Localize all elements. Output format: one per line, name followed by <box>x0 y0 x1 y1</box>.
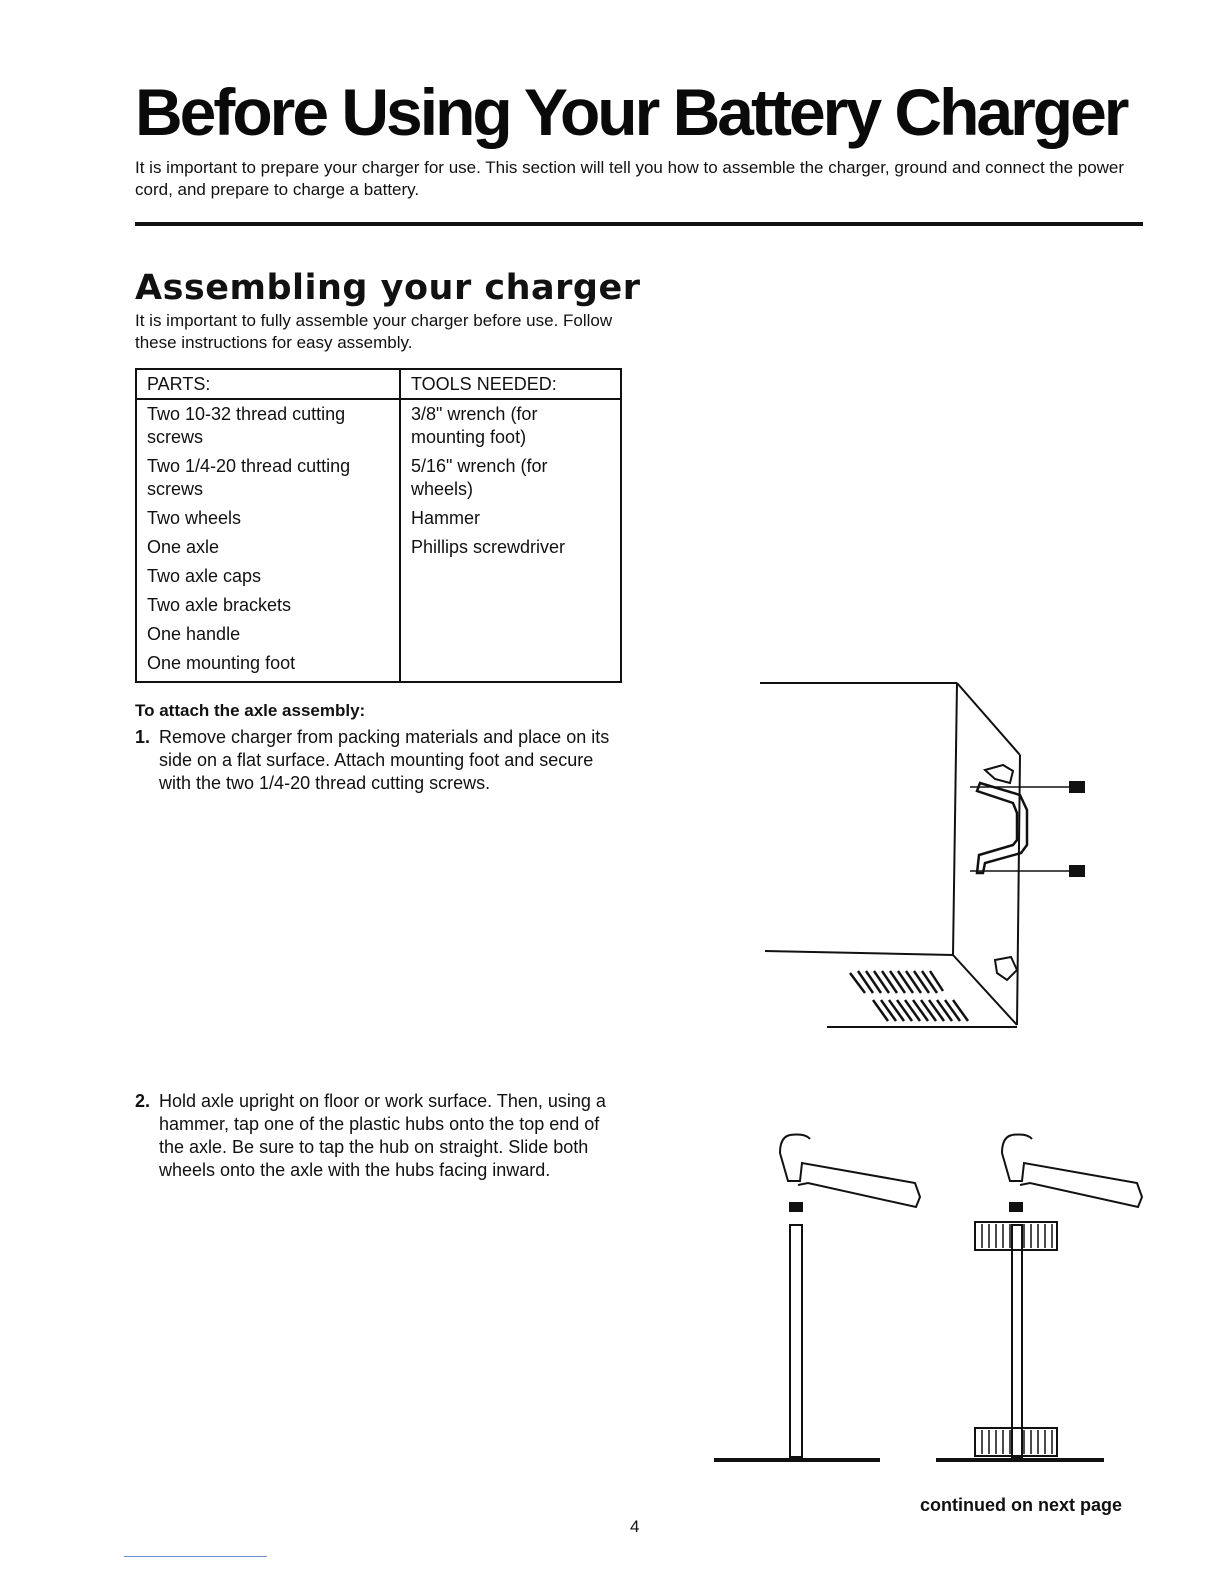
list-item: 3/8" wrench (for mounting foot) <box>411 404 538 447</box>
tools-header: TOOLS NEEDED: <box>400 369 621 399</box>
step-text: Remove charger from packing materials and place on its side on a flat surface. Attach mounting foot and secure with the two 1/4-20 thread cutting screws. <box>159 727 610 793</box>
parts-list <box>136 399 400 682</box>
step-number: 2. <box>135 1091 151 1111</box>
list-item: 5/16" wrench (for wheels) <box>411 456 548 499</box>
section-divider <box>135 222 1143 226</box>
page-title: Before Using Your Battery Charger <box>135 75 1127 149</box>
parts-header: PARTS: <box>136 369 400 399</box>
list-item: Phillips screwdriver <box>411 537 566 557</box>
list-item: Hammer <box>411 508 481 528</box>
list-item: Two axle brackets <box>147 595 292 615</box>
steps-heading: To attach the axle assembly: <box>135 701 366 720</box>
list-item: Two 1/4-20 thread cutting screws <box>147 456 351 499</box>
list-item: Two axle caps <box>147 566 262 586</box>
step-number: 1. <box>135 727 151 747</box>
list-item: Two 10-32 thread cutting screws <box>147 404 346 447</box>
list-item: One mounting foot <box>147 653 296 673</box>
hammer-axle-hub-diagram-icon <box>710 1125 1150 1470</box>
step-text: Hold axle upright on floor or work surface. Then, using a hammer, tap one of the plastic hubs onto the top end of the axle. Be sure to tap the hub on straight. Slide both wheels onto the axle with the hubs facing inward. <box>159 1091 606 1180</box>
continued-note: continued on next page <box>920 1495 1123 1515</box>
step-1 <box>135 726 615 795</box>
page-intro: It is important to prepare your charger for use. This section will tell you how to assemble the charger, ground and connect the power cord, and prepare to charge a battery. <box>135 158 1125 199</box>
tools-list <box>400 399 621 682</box>
page-number: 4 <box>630 1517 640 1536</box>
parts-tools-table <box>135 368 622 683</box>
section-heading: Assembling your charger <box>135 268 641 308</box>
section-intro: It is important to fully assemble your charger before use. Follow these instructions for easy assembly. <box>135 311 613 352</box>
charger-mounting-foot-diagram-icon <box>755 675 1100 1035</box>
footer-line <box>124 1556 267 1557</box>
list-item: One axle <box>147 537 220 557</box>
list-item: One handle <box>147 624 241 644</box>
list-item: Two wheels <box>147 508 242 528</box>
step-2 <box>135 1090 615 1182</box>
